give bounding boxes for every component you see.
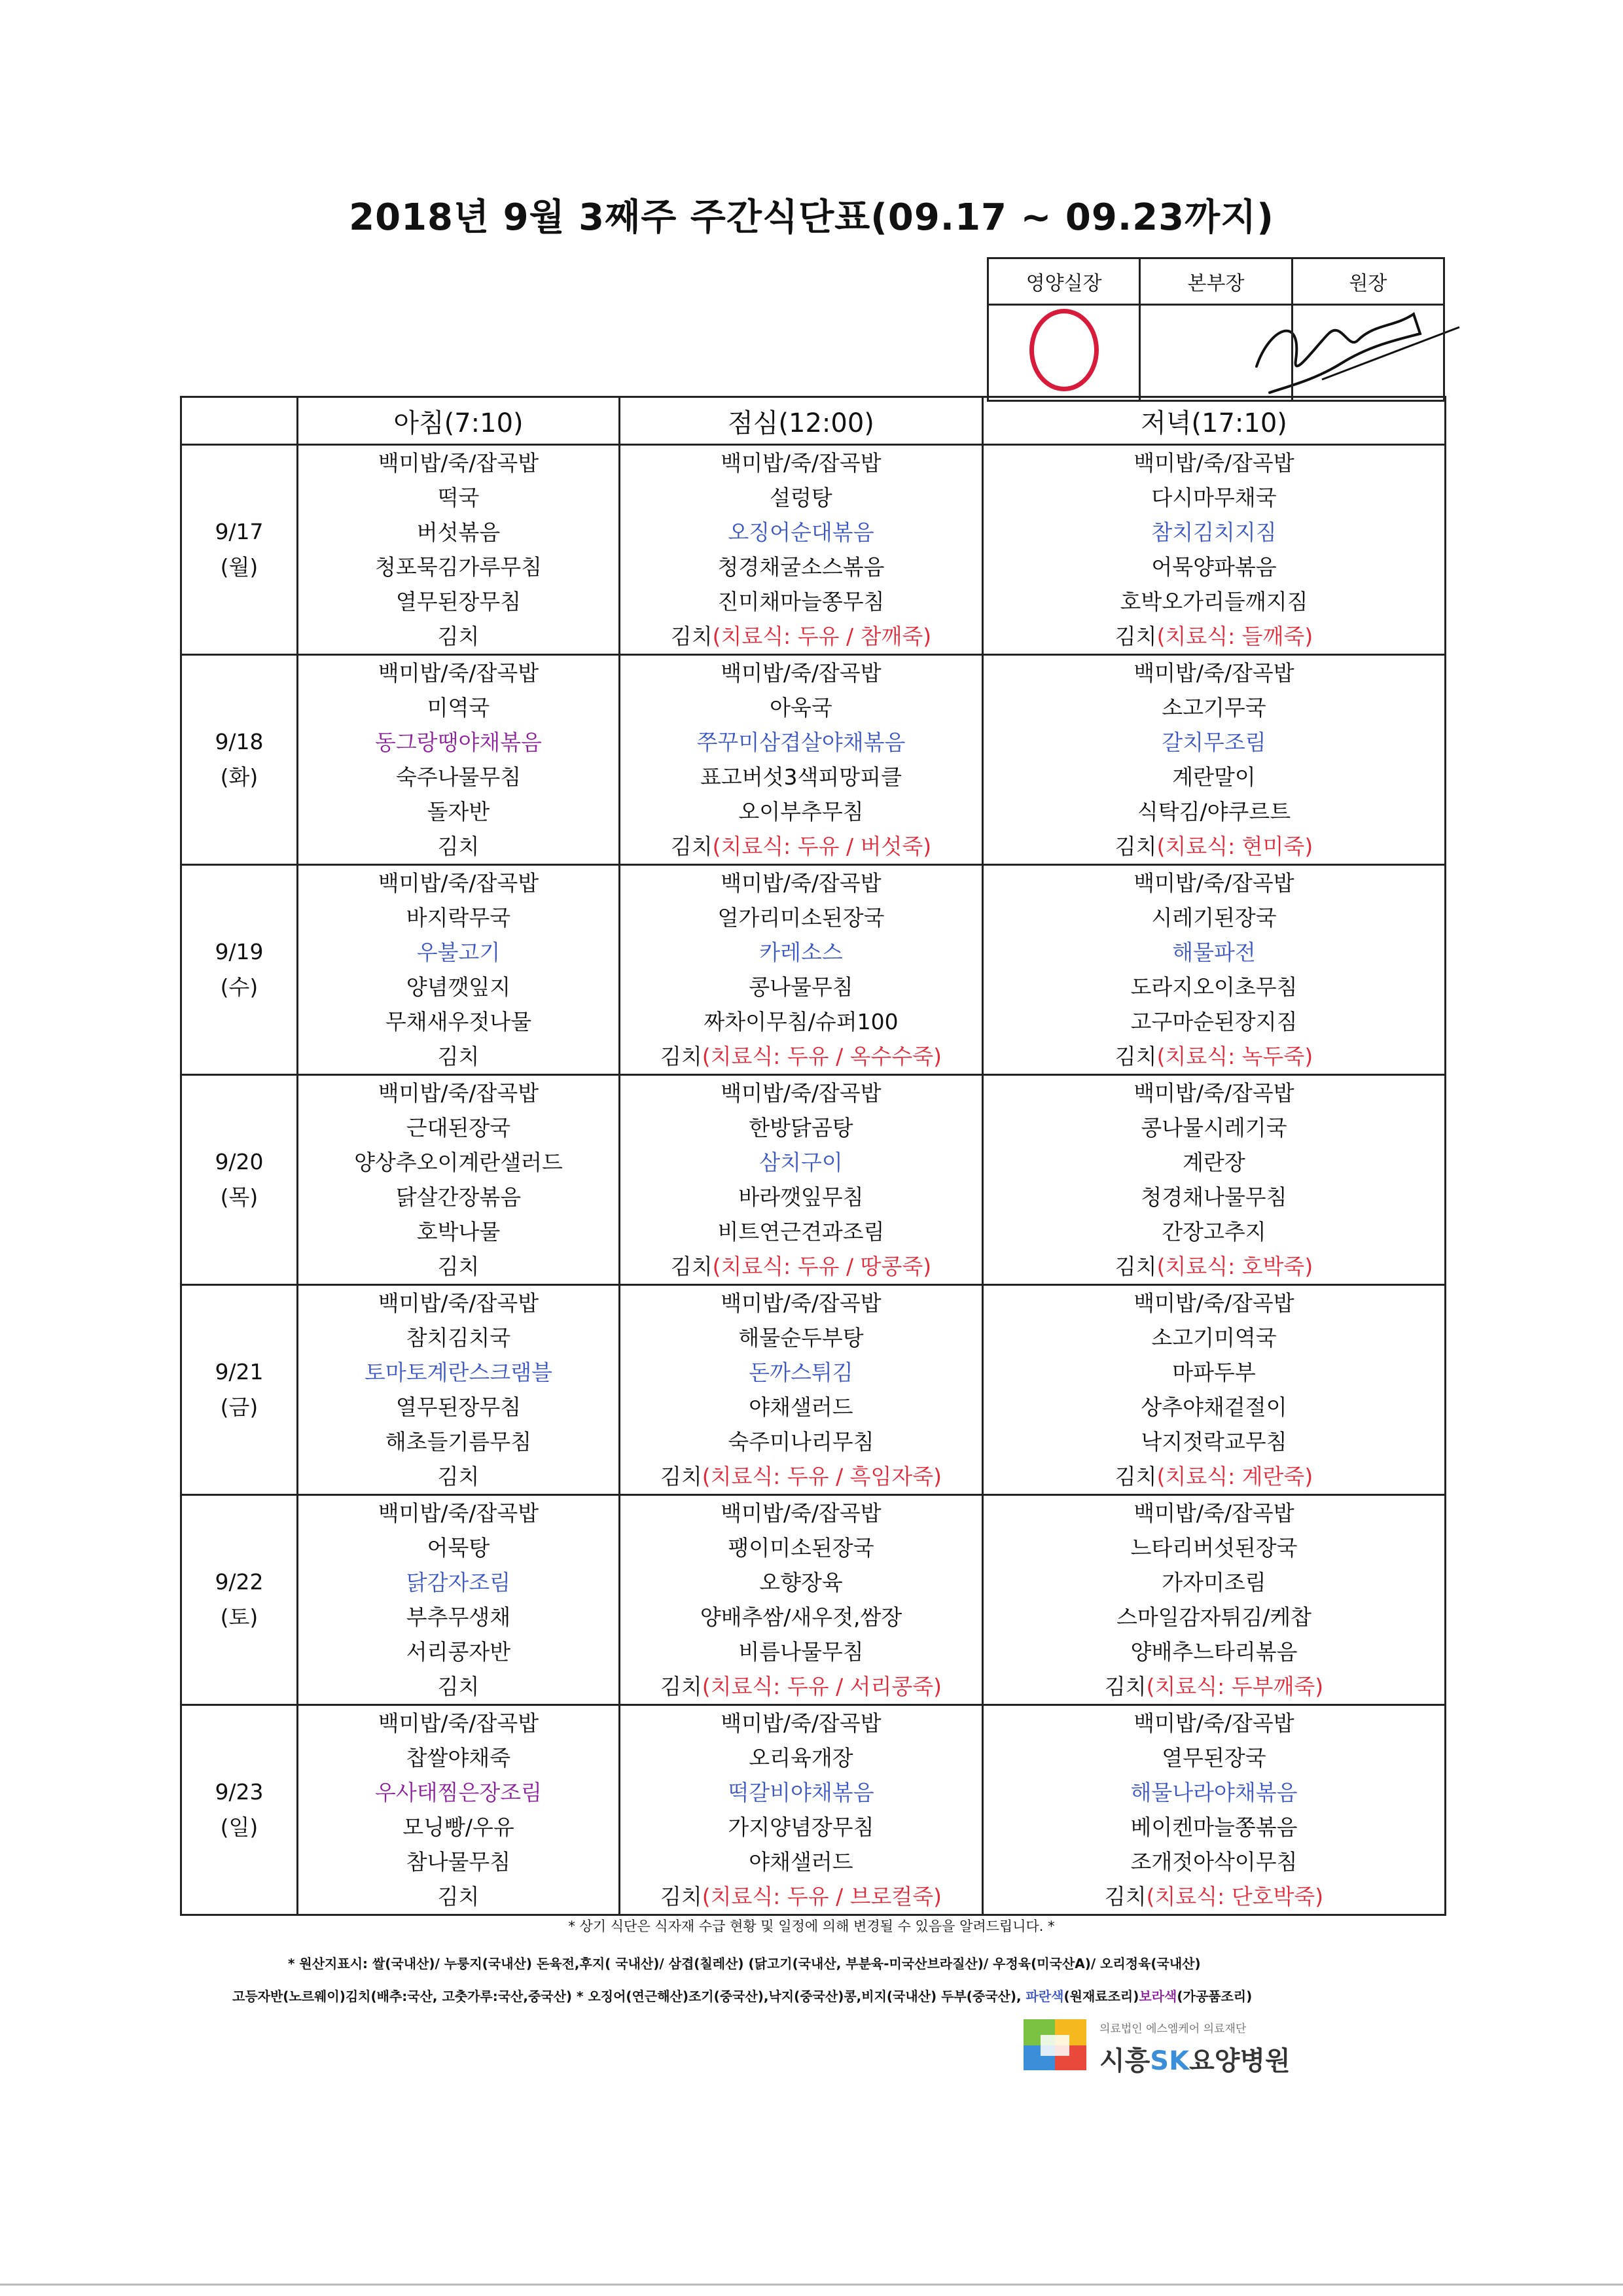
day-row <box>181 1075 1446 1285</box>
menu-item: 백미밥/죽/잡곡밥 <box>378 450 539 476</box>
menu-item: 조개젓아삭이무침 <box>1130 1849 1298 1875</box>
menu-item: 스마일감자튀김/케찹 <box>1116 1604 1312 1630</box>
menu-item: 얼가리미소된장국 <box>717 905 885 930</box>
menu-item: 열무된장무침 <box>395 589 522 614</box>
day-cell <box>181 445 298 655</box>
day-date: 9/20 <box>215 1149 264 1174</box>
menu-item: 표고버섯3색피망피클 <box>700 764 902 790</box>
day-weekday: (월) <box>220 554 259 580</box>
menu-item: 김치(치료식: 두부깨죽) <box>1104 1674 1324 1699</box>
menu-item: 설렁탕 <box>770 485 832 510</box>
menu-item: 양배추쌈/새우젓,쌈장 <box>700 1604 902 1630</box>
day-cell <box>181 1075 298 1285</box>
menu-item: 오리육개장 <box>749 1745 853 1771</box>
menu-item: 백미밥/죽/잡곡밥 <box>721 1290 882 1316</box>
day-cell <box>181 865 298 1075</box>
menu-item: 김치 <box>437 1674 480 1699</box>
menu-item: 백미밥/죽/잡곡밥 <box>1133 870 1294 896</box>
menu-item: 떡갈비야채볶음 <box>728 1780 874 1805</box>
menu-item: 닭감자조림 <box>406 1570 511 1595</box>
menu-item: 동그랑땡야채볶음 <box>374 730 543 755</box>
menu-item: 김치(치료식: 두유 / 브로컬죽) <box>660 1884 942 1909</box>
menu-item: 백미밥/죽/잡곡밥 <box>721 870 882 896</box>
lunch-cell <box>620 865 983 1075</box>
origin-legend-line2: 고등자반(노르웨이)김치(배추:국산, 고춧가루:국산,중국산) * 오징어(연근해산)조기(중국산),낙지(중국산)콩,비지(국내산) 두부(중국산), 파란색(원재료조리)보라색(가공품조리) <box>232 1988 1253 2004</box>
hospital-subtitle: 의료법인 에스엠케어 의료재단 <box>1099 2022 1247 2036</box>
menu-item: 바라깻잎무침 <box>738 1184 864 1210</box>
menu-item: 야채샐러드 <box>749 1849 853 1875</box>
therapeutic-diet-note: (치료식: 현미죽) <box>1156 834 1313 859</box>
menu-item: 백미밥/죽/잡곡밥 <box>1133 1080 1294 1106</box>
menu-item: 참치김치국 <box>406 1325 511 1351</box>
menu-item: 김치(치료식: 단호박죽) <box>1104 1884 1324 1909</box>
origin-legend-line1: * 원산지표시: 쌀(국내산)/ 누룽지(국내산) 돈육전,후지( 국내산)/ 삼겹(칠레산) (닭고기(국내산, 부분육-미국산브라질산)/ 우정육(미국산A)/ 오리정육(국내산) <box>288 1956 1201 1971</box>
lunch-cell <box>620 1285 983 1495</box>
day-row <box>181 1285 1446 1495</box>
menu-item: 백미밥/죽/잡곡밥 <box>378 1290 539 1316</box>
menu-item: 간장고추지 <box>1162 1219 1266 1245</box>
therapeutic-diet-note: (치료식: 두유 / 땅콩죽) <box>712 1254 932 1279</box>
menu-item: 호박오가리들깨지짐 <box>1120 589 1308 614</box>
menu-item: 백미밥/죽/잡곡밥 <box>1133 1290 1294 1316</box>
day-weekday: (수) <box>220 974 259 1000</box>
menu-item: 김치 <box>437 834 480 859</box>
menu-item: 오징어순대볶음 <box>728 520 874 545</box>
day-row <box>181 1495 1446 1705</box>
day-cell <box>181 1285 298 1495</box>
menu-item: 비름나물무침 <box>738 1639 864 1665</box>
menu-item: 백미밥/죽/잡곡밥 <box>378 1710 539 1736</box>
menu-item: 백미밥/죽/잡곡밥 <box>721 450 882 476</box>
dinner-cell <box>983 655 1446 865</box>
menu-item: 김치(치료식: 호박죽) <box>1115 1254 1313 1279</box>
menu-item: 베이켄마늘쫑볶음 <box>1130 1814 1298 1840</box>
menu-item: 콩나물무침 <box>749 974 853 1000</box>
day-weekday: (토) <box>220 1604 259 1630</box>
approval-box <box>987 257 1445 402</box>
menu-item: 김치(치료식: 두유 / 흑임자죽) <box>660 1464 942 1489</box>
menu-item: 무채새우젓나물 <box>385 1009 532 1034</box>
menu-item: 김치(치료식: 들깨죽) <box>1115 624 1313 649</box>
approval-header-director: 원장 <box>1292 258 1444 305</box>
therapeutic-diet-note: (치료식: 계란죽) <box>1156 1464 1313 1489</box>
breakfast-cell <box>298 655 620 865</box>
menu-item: 근대된장국 <box>406 1115 511 1140</box>
menu-item: 짜차이무침/슈퍼100 <box>704 1009 899 1034</box>
menu-item: 김치(치료식: 계란죽) <box>1115 1464 1313 1489</box>
lunch-cell <box>620 1705 983 1915</box>
therapeutic-diet-note: (치료식: 녹두죽) <box>1156 1044 1313 1069</box>
dinner-cell <box>983 1705 1446 1915</box>
menu-item: 오향장육 <box>759 1570 843 1595</box>
menu-item: 김치(치료식: 두유 / 버섯죽) <box>670 834 932 859</box>
day-date: 9/19 <box>215 939 264 964</box>
hospital-logo-icon <box>1021 2017 1089 2073</box>
therapeutic-diet-note: (치료식: 두유 / 옥수수죽) <box>702 1044 942 1069</box>
menu-item: 콩나물시레기국 <box>1141 1115 1287 1140</box>
menu-item: 한방닭곰탕 <box>749 1115 853 1140</box>
menu-item: 찹쌀야채죽 <box>406 1745 511 1771</box>
menu-item: 김치(치료식: 두유 / 옥수수죽) <box>660 1044 942 1069</box>
day-cell <box>181 655 298 865</box>
menu-item: 양상추오이계란샐러드 <box>354 1150 563 1175</box>
menu-item: 해물순두부탕 <box>738 1325 864 1351</box>
dinner-cell <box>983 1285 1446 1495</box>
menu-item: 닭살간장볶음 <box>395 1184 522 1210</box>
menu-item: 다시마무채국 <box>1151 485 1277 510</box>
breakfast-cell <box>298 1705 620 1915</box>
menu-item: 카레소스 <box>759 940 843 965</box>
menu-item: 백미밥/죽/잡곡밥 <box>721 660 882 686</box>
menu-item: 김치(치료식: 두유 / 땅콩죽) <box>670 1254 932 1279</box>
menu-item: 돈까스튀김 <box>749 1360 853 1385</box>
menu-item: 시레기된장국 <box>1151 905 1277 930</box>
therapeutic-diet-note: (치료식: 두유 / 서리콩죽) <box>702 1674 942 1699</box>
day-row <box>181 445 1446 655</box>
dinner-cell <box>983 865 1446 1075</box>
menu-item: 백미밥/죽/잡곡밥 <box>378 1080 539 1106</box>
day-weekday: (화) <box>220 764 259 790</box>
lunch-cell <box>620 1075 983 1285</box>
division-stamp <box>1179 317 1253 383</box>
day-weekday: (일) <box>220 1814 259 1840</box>
menu-item: 쭈꾸미삼겹살야채볶음 <box>696 730 906 755</box>
day-date: 9/18 <box>215 729 264 754</box>
menu-item: 백미밥/죽/잡곡밥 <box>721 1710 882 1736</box>
menu-item: 청경채나물무침 <box>1141 1184 1287 1210</box>
menu-item: 김치(치료식: 현미죽) <box>1115 834 1313 859</box>
menu-item: 열무된장국 <box>1162 1745 1266 1771</box>
day-cell <box>181 1495 298 1705</box>
page-title: 2018년 9월 3째주 주간식단표(09.17 ~ 09.23까지) <box>349 196 1274 239</box>
menu-item: 계란말이 <box>1172 764 1256 790</box>
menu-item: 호박나물 <box>416 1219 501 1245</box>
menu-item: 부추무생채 <box>406 1604 511 1630</box>
day-row <box>181 865 1446 1075</box>
legend-blue: 파란색 <box>1026 1988 1064 2004</box>
menu-item: 해물파전 <box>1172 940 1256 965</box>
day-cell <box>181 1705 298 1915</box>
menu-item: 토마토계란스크램블 <box>365 1360 552 1385</box>
lunch-cell <box>620 1495 983 1705</box>
menu-item: 갈치무조림 <box>1162 730 1266 755</box>
menu-item: 고구마순된장지짐 <box>1130 1009 1298 1034</box>
menu-item: 청포묵김가루무침 <box>374 554 543 580</box>
menu-item: 계란장 <box>1183 1150 1245 1175</box>
therapeutic-diet-note: (치료식: 호박죽) <box>1156 1254 1313 1279</box>
dinner-cell <box>983 1075 1446 1285</box>
menu-item: 백미밥/죽/잡곡밥 <box>378 1500 539 1526</box>
menu-item: 서리콩자반 <box>406 1639 511 1665</box>
nutrition-stamp <box>1029 309 1099 391</box>
therapeutic-diet-note: (치료식: 들깨죽) <box>1156 624 1313 649</box>
dinner-cell <box>983 1495 1446 1705</box>
day-date: 9/21 <box>215 1359 264 1385</box>
header-breakfast: 아침(7:10) <box>298 397 620 445</box>
lunch-cell <box>620 655 983 865</box>
menu-item: 상추야채겉절이 <box>1141 1394 1287 1420</box>
menu-item: 해물나라야채볶음 <box>1130 1780 1298 1805</box>
breakfast-cell <box>298 1075 620 1285</box>
breakfast-cell <box>298 1285 620 1495</box>
menu-item: 백미밥/죽/잡곡밥 <box>1133 660 1294 686</box>
menu-item: 팽이미소된장국 <box>728 1535 874 1561</box>
approval-header-division: 본부장 <box>1140 258 1292 305</box>
menu-item: 백미밥/죽/잡곡밥 <box>378 660 539 686</box>
therapeutic-diet-note: (치료식: 두유 / 참깨죽) <box>712 624 932 649</box>
menu-item: 백미밥/죽/잡곡밥 <box>1133 1500 1294 1526</box>
legend-purple: 보라색 <box>1139 1988 1177 2004</box>
header-dinner: 저녁(17:10) <box>983 397 1446 445</box>
menu-item: 마파두부 <box>1172 1360 1256 1385</box>
menu-item: 참나물무침 <box>406 1849 511 1875</box>
menu-item: 가지양념장무침 <box>728 1814 874 1840</box>
day-row <box>181 655 1446 865</box>
menu-item: 양념깻잎지 <box>406 974 511 1000</box>
menu-item: 느타리버섯된장국 <box>1130 1535 1298 1561</box>
menu-item: 숙주미나리무침 <box>728 1429 874 1455</box>
menu-item: 백미밥/죽/잡곡밥 <box>378 870 539 896</box>
menu-item: 가자미조림 <box>1162 1570 1266 1595</box>
therapeutic-diet-note: (치료식: 두부깨죽) <box>1146 1674 1324 1699</box>
menu-item: 비트연근견과조림 <box>717 1219 885 1245</box>
menu-item: 김치 <box>437 1254 480 1279</box>
menu-item: 우사태찜은장조림 <box>374 1780 543 1805</box>
dinner-cell <box>983 445 1446 655</box>
menu-item: 진미채마늘쫑무침 <box>717 589 885 614</box>
therapeutic-diet-note: (치료식: 두유 / 흑임자죽) <box>702 1464 942 1489</box>
menu-table <box>180 396 1446 1916</box>
menu-item: 백미밥/죽/잡곡밥 <box>1133 450 1294 476</box>
menu-item: 백미밥/죽/잡곡밥 <box>721 1080 882 1106</box>
menu-item: 소고기무국 <box>1162 695 1266 720</box>
day-weekday: (금) <box>220 1394 259 1420</box>
menu-item: 김치 <box>437 1044 480 1069</box>
menu-item: 해초들기름무침 <box>385 1429 532 1455</box>
therapeutic-diet-note: (치료식: 단호박죽) <box>1146 1884 1324 1909</box>
breakfast-cell <box>298 1495 620 1705</box>
menu-item: 청경채굴소스볶음 <box>717 554 885 580</box>
menu-item: 어묵탕 <box>427 1535 490 1561</box>
menu-item: 떡국 <box>437 485 480 510</box>
menu-item: 미역국 <box>427 695 490 720</box>
therapeutic-diet-note: (치료식: 두유 / 브로컬죽) <box>702 1884 942 1909</box>
menu-item: 참치김치지짐 <box>1151 520 1277 545</box>
header-blank <box>181 397 298 445</box>
day-date: 9/23 <box>215 1779 264 1805</box>
breakfast-cell <box>298 865 620 1075</box>
day-row <box>181 1705 1446 1915</box>
menu-item: 김치 <box>437 1884 480 1909</box>
menu-item: 김치 <box>437 624 480 649</box>
menu-item: 도라지오이초무침 <box>1130 974 1298 1000</box>
menu-item: 백미밥/죽/잡곡밥 <box>1133 1710 1294 1736</box>
menu-item: 돌자반 <box>427 799 490 824</box>
menu-item: 낙지젓락교무침 <box>1141 1429 1287 1455</box>
menu-item: 버섯볶음 <box>416 520 501 545</box>
menu-item: 김치(치료식: 두유 / 서리콩죽) <box>660 1674 942 1699</box>
approval-header-nutrition: 영양실장 <box>988 258 1140 305</box>
hospital-name: 시흥SK요양병원 <box>1099 2046 1291 2076</box>
menu-item: 삼치구이 <box>759 1150 843 1175</box>
menu-item: 우불고기 <box>416 940 501 965</box>
menu-item: 숙주나물무침 <box>395 764 522 790</box>
menu-item: 야채샐러드 <box>749 1394 853 1420</box>
menu-item: 김치 <box>437 1464 480 1489</box>
breakfast-cell <box>298 445 620 655</box>
menu-item: 소고기미역국 <box>1151 1325 1277 1351</box>
day-date: 9/22 <box>215 1569 264 1595</box>
day-date: 9/17 <box>215 519 264 544</box>
menu-item: 어묵양파볶음 <box>1151 554 1277 580</box>
menu-item: 김치(치료식: 녹두죽) <box>1115 1044 1313 1069</box>
menu-item: 아욱국 <box>770 695 832 720</box>
menu-item: 백미밥/죽/잡곡밥 <box>721 1500 882 1526</box>
day-weekday: (목) <box>220 1184 259 1210</box>
menu-item: 식탁김/야쿠르트 <box>1137 799 1291 824</box>
page-divider <box>0 2284 1623 2286</box>
header-lunch: 점심(12:00) <box>620 397 983 445</box>
menu-item: 모닝빵/우유 <box>402 1814 514 1840</box>
therapeutic-diet-note: (치료식: 두유 / 버섯죽) <box>712 834 932 859</box>
change-notice: * 상기 식단은 식자재 수급 현황 및 일정에 의해 변경될 수 있음을 알려드립니다. * <box>568 1918 1055 1934</box>
lunch-cell <box>620 445 983 655</box>
menu-item: 양배추느타리볶음 <box>1130 1639 1298 1665</box>
menu-item: 오이부추무침 <box>738 799 864 824</box>
director-signature-cell <box>1292 305 1444 401</box>
menu-item: 김치(치료식: 두유 / 참깨죽) <box>670 624 932 649</box>
menu-item: 열무된장무침 <box>395 1394 522 1420</box>
menu-item: 바지락무국 <box>406 905 511 930</box>
